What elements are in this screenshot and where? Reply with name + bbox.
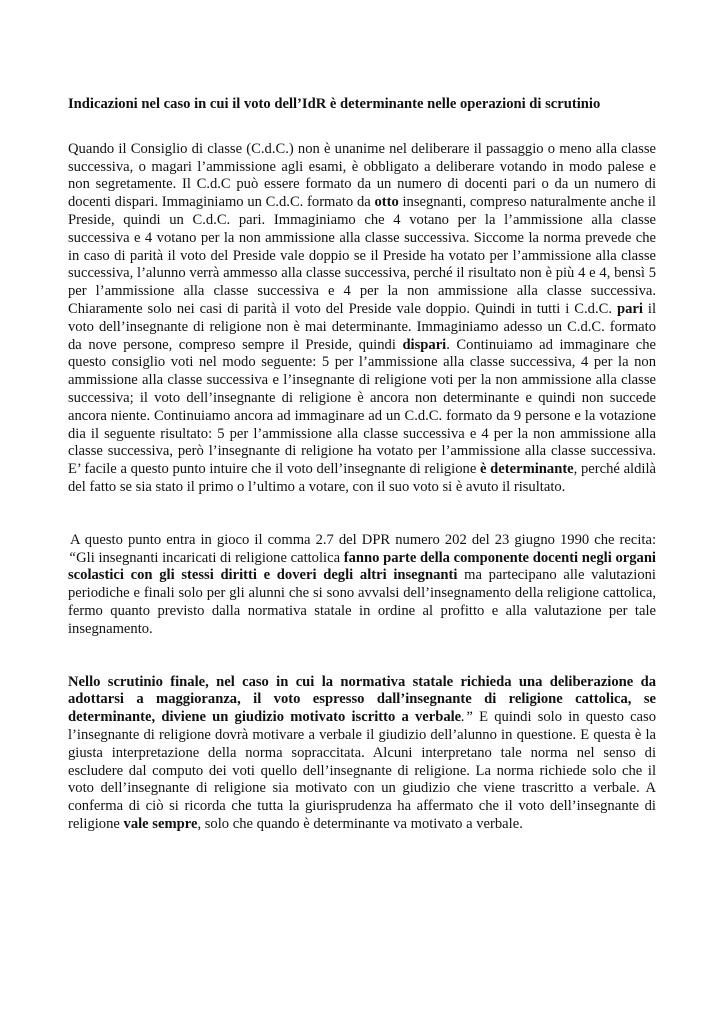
bold-run: Nello scrutinio finale, nel caso in cui la normativa statale richieda una deliberazione da adottarsi a maggioranza, il voto espresso dall’insegnante di religione cattolica, se determinante, diviene un giudizio motivato iscritto a verbale — [68, 673, 656, 726]
paragraph-dpr-citation — [68, 532, 656, 639]
text-run: E quindi solo in questo caso l’insegnante di religione dovrà motivare a verbale il giudizio dell’alunno in questione. E questa è la giusta interpretazione della norma sopraccitata. Alcuni interpretano tale norma nel senso di escludere dal computo dei voti quello dell’insegnante di religione. La norma richiede solo che il voto dell’insegnante di religione sia motivato con un giudizio che viene trascritto a verbale. A conferma di ciò si ricorda che tutta la giurisprudenza ha affermato che il voto dell’insegnante di religione — [68, 709, 656, 832]
bold-run: è determinante — [480, 461, 574, 478]
text-run: , perché aldilà del fatto se sia stato il primo o l’ultimo a votare, con il suo voto si è avuto il risultato. — [68, 461, 656, 495]
text-run: insegnanti, compreso naturalmente anche il Preside, quindi un C.d.C. pari. Immaginiamo che 4 votano per la l’ammissione alla classe successiva e 4 votano per la non ammissione alla classe successiva. Siccome la norma prevede che in caso di parità il voto del Preside vale doppio se il Preside ha votato per l’ammissione alla classe successiva, l’alunno verrà ammesso alla classe successiva, perché il risultato non è più 4 e 4, bensì 5 per l’ammissione alla classe successiva e 4 per la non ammissione alla classe successiva. Chiaramente solo nei casi di parità il voto del Preside vale doppio. Quindi in tutti i C.d.C. — [68, 194, 656, 317]
italic-run: .” — [461, 709, 473, 726]
text-run: Quando il Consiglio di classe (C.d.C.) non è unanime nel deliberare il passaggio o meno alla classe successiva, o magari l’ammissione agli esami, è obbligato a deliberare votando in modo palese e non segretamente. Il C.d.C può essere formato da un numero di docenti pari o da un numero di docenti dispari. Immaginiamo un C.d.C. formato da — [68, 140, 656, 211]
text-run: . Continuiamo ad immaginare che questo consiglio voti nel modo seguente: 5 per l’ammissione alla classe successiva, 4 per la non ammissione alla classe successiva e l’insegnante di religione voti per la non ammissione alla classe successiva; il voto dell’insegnante di religione è ancora non determinante e quindi non succede ancora niente. Continuiamo ancora ad immaginare ad un C.d.C. formato da 9 persone e la votazione dia il seguente risultato: 5 per l’ammissione alla classe successiva e 4 per la non ammissione alla classe successiva, però l’insegnante di religione ha votato per l’ammissione alla classe successiva. E’ facile a questo punto intuire che il voto dell’insegnante di religione — [68, 336, 656, 478]
text-run: Gli insegnanti incaricati di religione cattolica — [76, 549, 344, 566]
paragraph-final-scrutiny — [68, 674, 656, 834]
bold-run: otto — [374, 194, 399, 211]
text-run: il voto dell’insegnante di religione non è mai determinante. Immaginiamo adesso un C.d.C. formato da nove persone, compreso sempre il Preside, quindi — [68, 300, 656, 353]
paragraph-council-voting — [68, 141, 656, 497]
bold-run: fanno parte della componente docenti negli organi scolastici con gli stessi diritti e doveri degli altri insegnanti — [68, 549, 656, 584]
bold-run: pari — [616, 300, 643, 317]
text-run: ma partecipano alle valutazioni periodiche e finali solo per gli alunni che si sono avvalsi dell’insegnamento della religione cattolica, fermo quanto previsto dalla normativa statale in ordine al profitto e alla valutazione per tale insegnamento. — [68, 567, 656, 637]
italic-run: “ — [68, 549, 77, 566]
document-heading: Indicazioni nel caso in cui il voto dell’IdR è determinante nelle operazioni di scrutinio — [68, 96, 601, 112]
document-page — [68, 96, 656, 834]
bold-run: dispari — [402, 336, 447, 353]
bold-run: vale sempre — [123, 815, 198, 832]
text-run: , solo che quando è determinante va motivato a verbale. — [197, 815, 523, 832]
text-run: A questo punto entra in gioco il comma 2.7 del DPR numero 202 del 23 giugno 1990 che recita: — [70, 531, 656, 548]
